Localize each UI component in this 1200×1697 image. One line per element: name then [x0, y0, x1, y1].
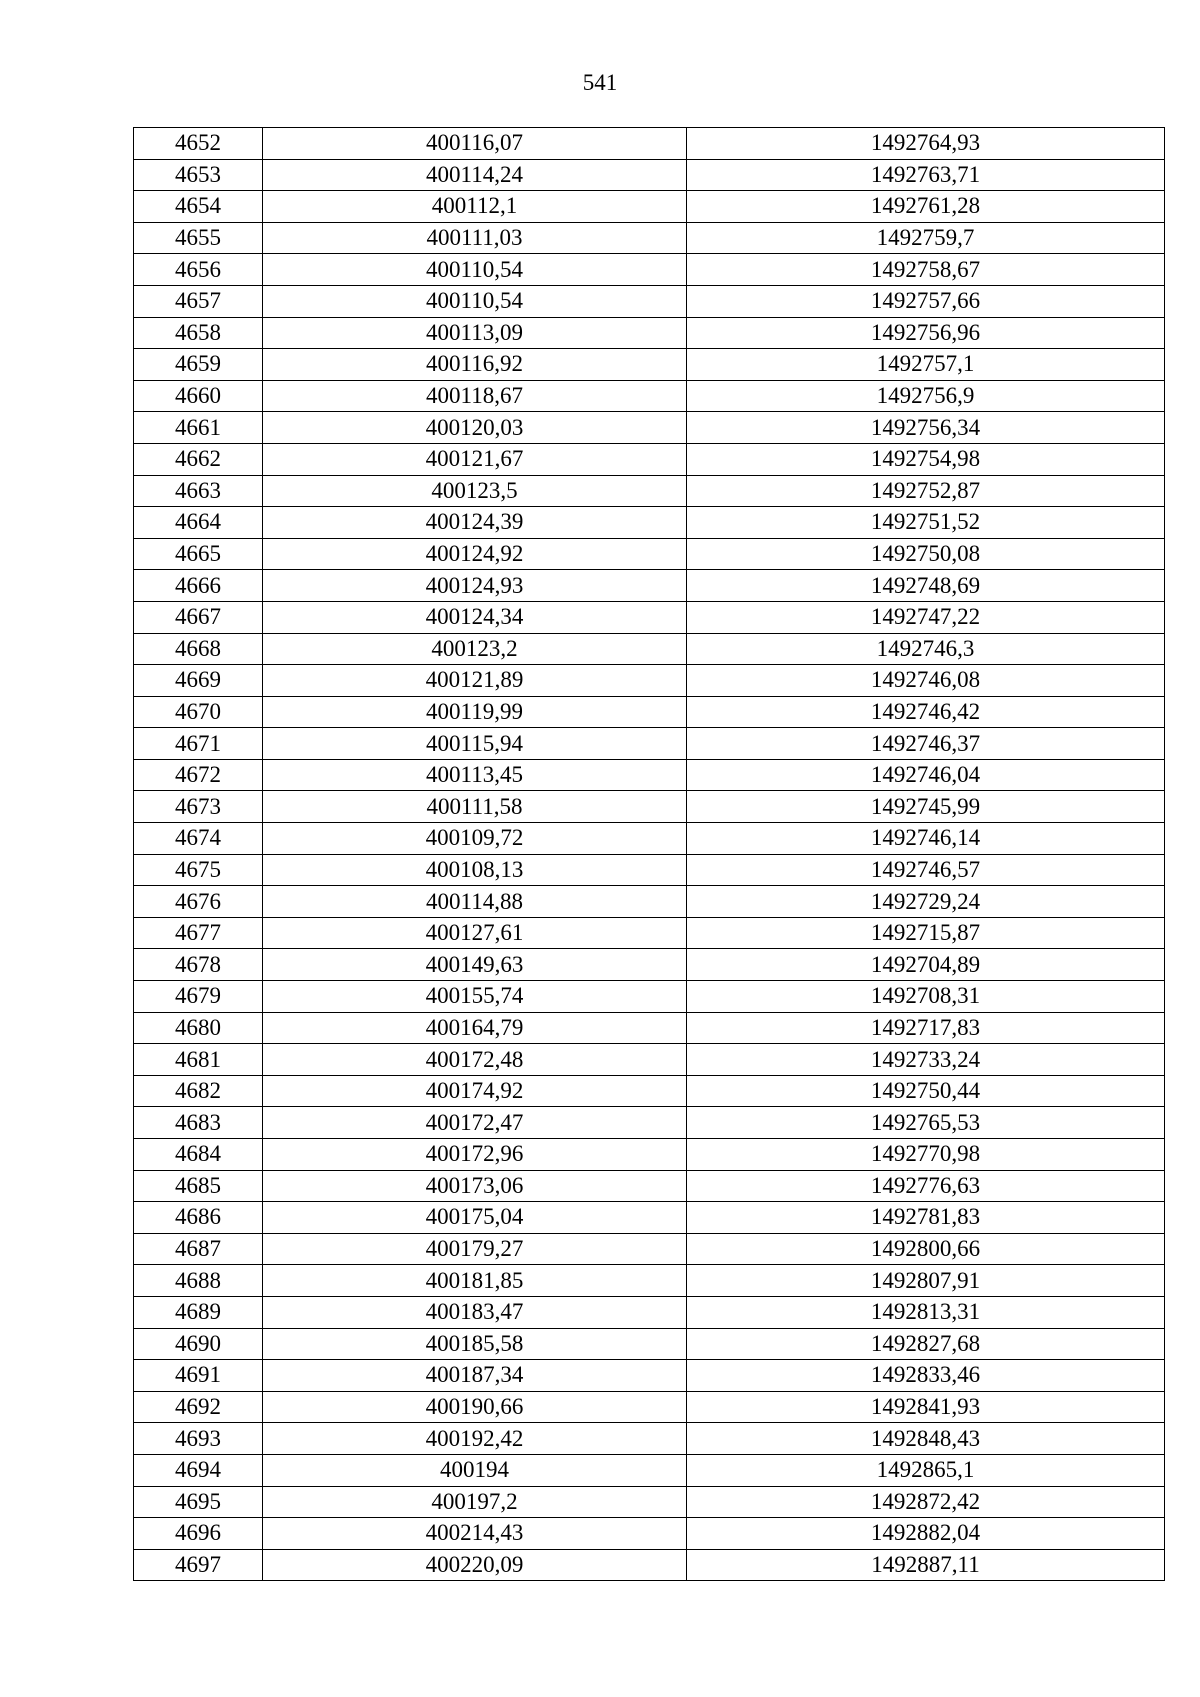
- y-coordinate-cell: 1492776,63: [687, 1170, 1165, 1202]
- y-coordinate-cell: 1492752,87: [687, 475, 1165, 507]
- y-coordinate-cell: 1492748,69: [687, 570, 1165, 602]
- x-coordinate-cell: 400175,04: [263, 1202, 687, 1234]
- x-coordinate-cell: 400172,96: [263, 1139, 687, 1171]
- table-row: [134, 854, 1165, 886]
- coordinates-table: [133, 127, 1165, 1581]
- y-coordinate-cell: 1492813,31: [687, 1296, 1165, 1328]
- point-number-cell: 4690: [134, 1328, 263, 1360]
- y-coordinate-cell: 1492865,1: [687, 1454, 1165, 1486]
- table-row: [134, 1391, 1165, 1423]
- point-number-cell: 4670: [134, 696, 263, 728]
- point-number-cell: 4655: [134, 222, 263, 254]
- y-coordinate-cell: 1492761,28: [687, 191, 1165, 223]
- table-row: [134, 254, 1165, 286]
- coordinates-table-body: [134, 128, 1165, 1581]
- y-coordinate-cell: 1492746,3: [687, 633, 1165, 665]
- table-row: [134, 981, 1165, 1013]
- point-number-cell: 4683: [134, 1107, 263, 1139]
- y-coordinate-cell: 1492758,67: [687, 254, 1165, 286]
- y-coordinate-cell: 1492872,42: [687, 1486, 1165, 1518]
- x-coordinate-cell: 400113,45: [263, 759, 687, 791]
- table-row: [134, 1360, 1165, 1392]
- point-number-cell: 4687: [134, 1233, 263, 1265]
- y-coordinate-cell: 1492704,89: [687, 949, 1165, 981]
- x-coordinate-cell: 400121,89: [263, 665, 687, 697]
- point-number-cell: 4695: [134, 1486, 263, 1518]
- x-coordinate-cell: 400127,61: [263, 917, 687, 949]
- x-coordinate-cell: 400164,79: [263, 1012, 687, 1044]
- point-number-cell: 4664: [134, 507, 263, 539]
- y-coordinate-cell: 1492746,37: [687, 728, 1165, 760]
- point-number-cell: 4665: [134, 538, 263, 570]
- table-row: [134, 949, 1165, 981]
- x-coordinate-cell: 400110,54: [263, 285, 687, 317]
- x-coordinate-cell: 400174,92: [263, 1075, 687, 1107]
- x-coordinate-cell: 400187,34: [263, 1360, 687, 1392]
- table-row: [134, 443, 1165, 475]
- y-coordinate-cell: 1492756,96: [687, 317, 1165, 349]
- table-row: [134, 380, 1165, 412]
- table-row: [134, 285, 1165, 317]
- x-coordinate-cell: 400116,07: [263, 128, 687, 160]
- point-number-cell: 4666: [134, 570, 263, 602]
- table-row: [134, 696, 1165, 728]
- x-coordinate-cell: 400115,94: [263, 728, 687, 760]
- point-number-cell: 4662: [134, 443, 263, 475]
- y-coordinate-cell: 1492781,83: [687, 1202, 1165, 1234]
- x-coordinate-cell: 400181,85: [263, 1265, 687, 1297]
- point-number-cell: 4656: [134, 254, 263, 286]
- x-coordinate-cell: 400183,47: [263, 1296, 687, 1328]
- x-coordinate-cell: 400110,54: [263, 254, 687, 286]
- y-coordinate-cell: 1492745,99: [687, 791, 1165, 823]
- x-coordinate-cell: 400172,48: [263, 1044, 687, 1076]
- x-coordinate-cell: 400123,2: [263, 633, 687, 665]
- x-coordinate-cell: 400108,13: [263, 854, 687, 886]
- table-row: [134, 570, 1165, 602]
- point-number-cell: 4671: [134, 728, 263, 760]
- x-coordinate-cell: 400119,99: [263, 696, 687, 728]
- point-number-cell: 4688: [134, 1265, 263, 1297]
- table-row: [134, 791, 1165, 823]
- point-number-cell: 4668: [134, 633, 263, 665]
- x-coordinate-cell: 400172,47: [263, 1107, 687, 1139]
- y-coordinate-cell: 1492747,22: [687, 601, 1165, 633]
- point-number-cell: 4686: [134, 1202, 263, 1234]
- y-coordinate-cell: 1492756,34: [687, 412, 1165, 444]
- y-coordinate-cell: 1492750,08: [687, 538, 1165, 570]
- point-number-cell: 4682: [134, 1075, 263, 1107]
- x-coordinate-cell: 400173,06: [263, 1170, 687, 1202]
- table-row: [134, 507, 1165, 539]
- point-number-cell: 4677: [134, 917, 263, 949]
- y-coordinate-cell: 1492708,31: [687, 981, 1165, 1013]
- x-coordinate-cell: 400111,03: [263, 222, 687, 254]
- y-coordinate-cell: 1492765,53: [687, 1107, 1165, 1139]
- x-coordinate-cell: 400112,1: [263, 191, 687, 223]
- y-coordinate-cell: 1492887,11: [687, 1549, 1165, 1581]
- table-row: [134, 1139, 1165, 1171]
- table-row: [134, 728, 1165, 760]
- table-row: [134, 601, 1165, 633]
- table-row: [134, 1328, 1165, 1360]
- x-coordinate-cell: 400113,09: [263, 317, 687, 349]
- y-coordinate-cell: 1492746,57: [687, 854, 1165, 886]
- y-coordinate-cell: 1492759,7: [687, 222, 1165, 254]
- table-row: [134, 475, 1165, 507]
- point-number-cell: 4654: [134, 191, 263, 223]
- x-coordinate-cell: 400120,03: [263, 412, 687, 444]
- point-number-cell: 4676: [134, 886, 263, 918]
- point-number-cell: 4689: [134, 1296, 263, 1328]
- table-row: [134, 1044, 1165, 1076]
- x-coordinate-cell: 400179,27: [263, 1233, 687, 1265]
- y-coordinate-cell: 1492882,04: [687, 1518, 1165, 1550]
- x-coordinate-cell: 400220,09: [263, 1549, 687, 1581]
- point-number-cell: 4667: [134, 601, 263, 633]
- table-row: [134, 1454, 1165, 1486]
- y-coordinate-cell: 1492751,52: [687, 507, 1165, 539]
- point-number-cell: 4672: [134, 759, 263, 791]
- point-number-cell: 4660: [134, 380, 263, 412]
- x-coordinate-cell: 400114,24: [263, 159, 687, 191]
- y-coordinate-cell: 1492764,93: [687, 128, 1165, 160]
- point-number-cell: 4661: [134, 412, 263, 444]
- y-coordinate-cell: 1492715,87: [687, 917, 1165, 949]
- y-coordinate-cell: 1492848,43: [687, 1423, 1165, 1455]
- point-number-cell: 4681: [134, 1044, 263, 1076]
- table-row: [134, 917, 1165, 949]
- table-row: [134, 1486, 1165, 1518]
- point-number-cell: 4694: [134, 1454, 263, 1486]
- point-number-cell: 4697: [134, 1549, 263, 1581]
- table-row: [134, 823, 1165, 855]
- table-row: [134, 665, 1165, 697]
- point-number-cell: 4691: [134, 1360, 263, 1392]
- x-coordinate-cell: 400124,39: [263, 507, 687, 539]
- y-coordinate-cell: 1492770,98: [687, 1139, 1165, 1171]
- x-coordinate-cell: 400185,58: [263, 1328, 687, 1360]
- x-coordinate-cell: 400192,42: [263, 1423, 687, 1455]
- table-row: [134, 1265, 1165, 1297]
- x-coordinate-cell: 400121,67: [263, 443, 687, 475]
- table-row: [134, 1012, 1165, 1044]
- point-number-cell: 4663: [134, 475, 263, 507]
- page-number: 541: [582, 70, 618, 95]
- table-row: [134, 886, 1165, 918]
- point-number-cell: 4669: [134, 665, 263, 697]
- x-coordinate-cell: 400190,66: [263, 1391, 687, 1423]
- table-row: [134, 1107, 1165, 1139]
- y-coordinate-cell: 1492757,66: [687, 285, 1165, 317]
- y-coordinate-cell: 1492746,08: [687, 665, 1165, 697]
- x-coordinate-cell: 400124,93: [263, 570, 687, 602]
- x-coordinate-cell: 400116,92: [263, 349, 687, 381]
- point-number-cell: 4684: [134, 1139, 263, 1171]
- point-number-cell: 4692: [134, 1391, 263, 1423]
- table-row: [134, 759, 1165, 791]
- y-coordinate-cell: 1492746,04: [687, 759, 1165, 791]
- table-row: [134, 1549, 1165, 1581]
- table-row: [134, 1075, 1165, 1107]
- y-coordinate-cell: 1492733,24: [687, 1044, 1165, 1076]
- y-coordinate-cell: 1492757,1: [687, 349, 1165, 381]
- x-coordinate-cell: 400114,88: [263, 886, 687, 918]
- x-coordinate-cell: 400197,2: [263, 1486, 687, 1518]
- table-row: [134, 633, 1165, 665]
- x-coordinate-cell: 400124,92: [263, 538, 687, 570]
- table-row: [134, 1296, 1165, 1328]
- table-row: [134, 1202, 1165, 1234]
- x-coordinate-cell: 400214,43: [263, 1518, 687, 1550]
- point-number-cell: 4680: [134, 1012, 263, 1044]
- point-number-cell: 4674: [134, 823, 263, 855]
- table-row: [134, 128, 1165, 160]
- x-coordinate-cell: 400111,58: [263, 791, 687, 823]
- point-number-cell: 4679: [134, 981, 263, 1013]
- table-row: [134, 412, 1165, 444]
- table-row: [134, 159, 1165, 191]
- table-row: [134, 1518, 1165, 1550]
- x-coordinate-cell: 400124,34: [263, 601, 687, 633]
- y-coordinate-cell: 1492827,68: [687, 1328, 1165, 1360]
- table-row: [134, 538, 1165, 570]
- table-row: [134, 349, 1165, 381]
- table-row: [134, 222, 1165, 254]
- point-number-cell: 4693: [134, 1423, 263, 1455]
- y-coordinate-cell: 1492717,83: [687, 1012, 1165, 1044]
- y-coordinate-cell: 1492746,14: [687, 823, 1165, 855]
- point-number-cell: 4657: [134, 285, 263, 317]
- table-row: [134, 1423, 1165, 1455]
- point-number-cell: 4659: [134, 349, 263, 381]
- x-coordinate-cell: 400123,5: [263, 475, 687, 507]
- point-number-cell: 4685: [134, 1170, 263, 1202]
- point-number-cell: 4675: [134, 854, 263, 886]
- x-coordinate-cell: 400149,63: [263, 949, 687, 981]
- point-number-cell: 4658: [134, 317, 263, 349]
- point-number-cell: 4678: [134, 949, 263, 981]
- y-coordinate-cell: 1492763,71: [687, 159, 1165, 191]
- point-number-cell: 4652: [134, 128, 263, 160]
- point-number-cell: 4653: [134, 159, 263, 191]
- y-coordinate-cell: 1492754,98: [687, 443, 1165, 475]
- y-coordinate-cell: 1492841,93: [687, 1391, 1165, 1423]
- y-coordinate-cell: 1492750,44: [687, 1075, 1165, 1107]
- table-row: [134, 1233, 1165, 1265]
- point-number-cell: 4673: [134, 791, 263, 823]
- x-coordinate-cell: 400118,67: [263, 380, 687, 412]
- x-coordinate-cell: 400109,72: [263, 823, 687, 855]
- y-coordinate-cell: 1492729,24: [687, 886, 1165, 918]
- y-coordinate-cell: 1492833,46: [687, 1360, 1165, 1392]
- x-coordinate-cell: 400194: [263, 1454, 687, 1486]
- table-row: [134, 191, 1165, 223]
- table-row: [134, 1170, 1165, 1202]
- y-coordinate-cell: 1492800,66: [687, 1233, 1165, 1265]
- y-coordinate-cell: 1492746,42: [687, 696, 1165, 728]
- point-number-cell: 4696: [134, 1518, 263, 1550]
- table-row: [134, 317, 1165, 349]
- y-coordinate-cell: 1492807,91: [687, 1265, 1165, 1297]
- x-coordinate-cell: 400155,74: [263, 981, 687, 1013]
- y-coordinate-cell: 1492756,9: [687, 380, 1165, 412]
